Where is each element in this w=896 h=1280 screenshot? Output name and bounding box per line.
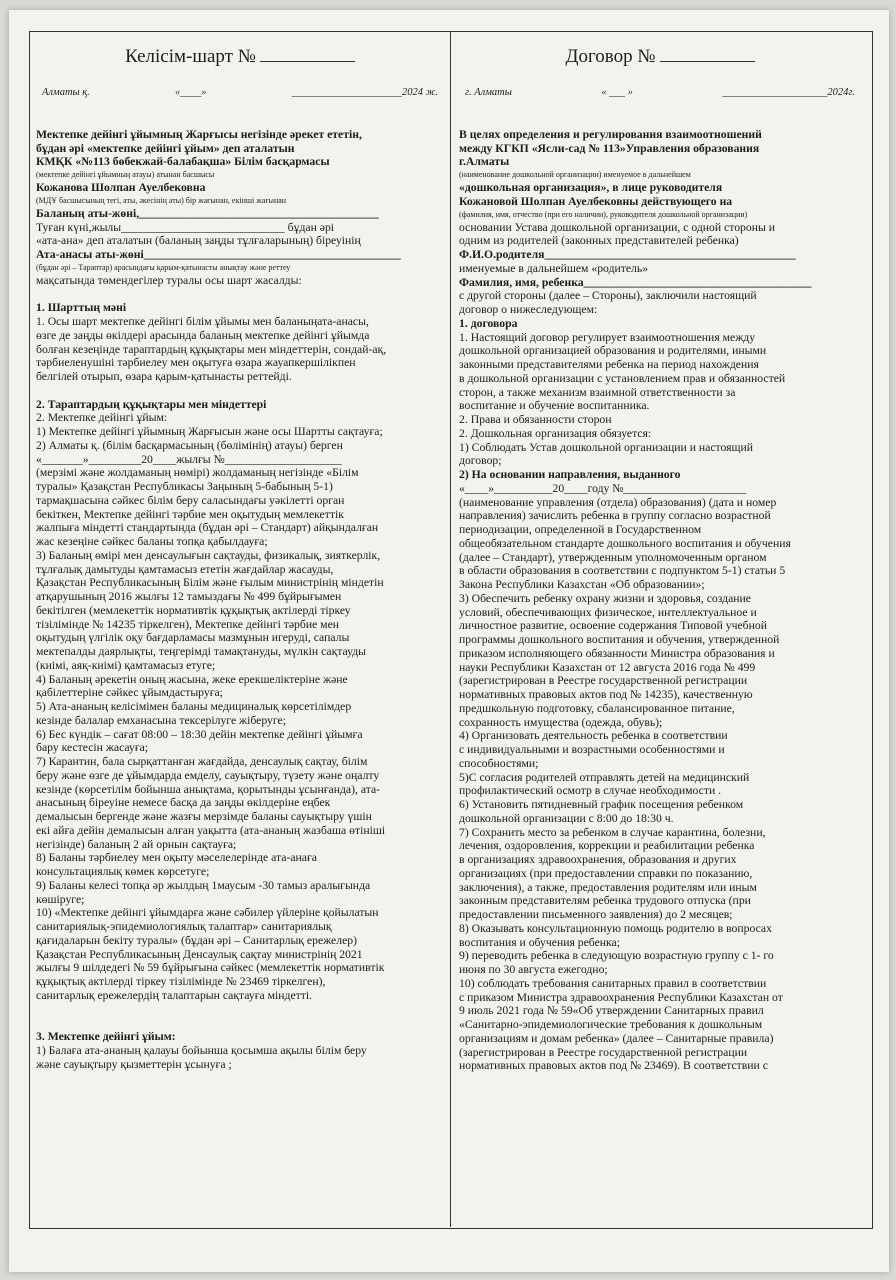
left-text-line: кезінде (көрсетілім бойынша анықтама, қорытынды ұсынғанда), ата- [36,782,381,796]
left-text-line: жас кезеңіне сәйкес баланы топқа қабылдауға; [36,535,268,548]
right-text-line: сторон, а также механизм взаимной ответственности за [459,385,736,399]
right-text-line: «Санитарно-эпидемиологические требования к дошкольным [459,1018,763,1031]
right-text-line: с приказом Министра здравоохранения Республики Казахстан от [459,990,783,1004]
left-text-line: тәрбиеленушіні тәрбиелеу мен оқытуға өзара жауапкершілікпен [36,356,356,370]
left-text-line: беру және өзге де ұйымдарда емделу, сауықтыру, түзету және оңалту [36,768,380,782]
right-text-line: законными представителями ребенка на период нахождения [459,358,759,371]
right-text-line: предоставлении письменного заявления) до 2 месяцев; [459,908,733,921]
right-text-line: 1) Соблюдать Устав дошкольной организации и настоящий [459,440,753,454]
right-text-line: воспитание и обучение воспитанника. [459,399,650,413]
left-text-line: Ата-анасы аты-жөні____________________________________________ [36,248,401,261]
left-text-line: тұлғалық дамытуды қамтамасыз ететін жағдайлар жасауды, [36,562,334,576]
right-text-line: В целях определения и регулирования взаимоотношений [459,127,762,141]
paper-sheet [9,10,889,1272]
right-text-line: в области образования в соответствии с подпунктом 5-1) статьи 5 [459,564,786,578]
right-text-line: (наименование управления (отдела) образования) (дата и номер [459,495,777,509]
left-text-line: бекіткен, Мектепке дейінгі тәрбие мен оқытудың мемлекеттік [36,507,344,521]
left-text-line: демалысын бергенде және жазғы мерзімде баланы сауықтыру үшін [36,810,372,823]
left-text-line: санитарлық ережелердің талаптарын сақтауға міндетті. [36,988,313,1002]
right-text-line: Кожановой Шолпан Ауелбековны действующего на [459,194,733,208]
left-text-line: Қазақстан Республикасының Білім және ғылым министрінің міндетін [36,576,384,590]
right-text-line: 1. договора [459,316,518,330]
russian-city: г. Алматы [465,87,512,98]
right-text-line: нормативных правовых актов под № 23469). В соответствии с [459,1059,768,1073]
kazakh-column [36,46,444,1071]
left-text-line: екі айға дейін демалысын алған уақытта (ата-ананың жазбаша өтініші [36,823,386,837]
right-text-line: 9 июль 2021 года № 59«Об утверждении Санитарных правил [459,1004,764,1018]
kazakh-title-text: Келісім-шарт № [125,46,256,67]
kazakh-city: Алматы қ. [42,87,90,98]
left-text-line: Қазақстан Республикасының Денсаулық сақтау министрінің 2021 [36,947,363,961]
right-text-line: «____»__________20____году №_____________________ [459,481,747,495]
right-text-line: июня по 30 августа ежегодно; [459,963,608,976]
left-text-line: 7) Карантин, бала сырқаттанған жағдайда, денсаулық сақтау, білім [36,755,368,768]
left-text-line: «_______»_________20____жылғы №____________________ [36,452,342,466]
left-text-line: 2. Мектепке дейінгі ұйым: [36,411,168,425]
right-text-line: с другой стороны (далее – Стороны), заключили настоящий [459,289,757,303]
left-text-line: 1) Балаға ата-ананың қалауы бойынша қосымша ақылы білім беру [36,1043,367,1057]
right-text-line: 2) На основании направления, выданного [459,468,681,481]
column-divider [450,31,451,1227]
right-text-line: законным представителям ребенка трудового отпуска (при [459,894,751,908]
right-text-line: условий, обеспечивающих физическое, интеллектуальное и [459,605,757,619]
right-text-line: 1. Настоящий договор регулирует взаимоотношения между [459,330,756,344]
left-text-line: белгілей отырып, өзара қарым-қатынасты реттейді. [36,370,292,383]
left-text-line: 1. Осы шарт мектепке дейінгі білім ұйымы мен баланыңата-анасы, [36,315,369,328]
left-text-line: (киімі, аяқ-киімі) қамтамасыз етуге; [36,658,216,672]
right-text-line: основании Устава дошкольной организации, с одной стороны и [459,220,776,234]
russian-day: « ___ » [601,87,633,98]
left-text-line: 2. Тараптардың құқықтары мен міндеттері [36,397,267,411]
right-text-line: (фамилия, имя, отчество (при его наличии), руководителя дошкольной организации) [459,209,748,219]
right-text-line: общеобязательном стандарте дошкольного воспитания и обучения [459,536,791,550]
right-text-line: способностями; [459,756,539,770]
left-text-line: Баланың аты-жөні,_________________________________________ [36,206,379,220]
right-text-line: профилактический осмотр в случае необходимости . [459,784,722,798]
russian-column [459,46,861,1073]
right-text-line: программы дошкольного воспитания и обучения, утвержденной [459,633,780,646]
left-text-line: 9) Баланы келесі топқа әр жылдың 1маусым -30 тамыз аралығында [36,878,371,892]
left-text-line: Кожанова Шолпан Ауелбековна [36,181,206,194]
left-text-line: мақсатында төмендегілер туралы осы шарт жасалды: [36,273,302,287]
russian-body [459,128,861,1073]
right-text-line: Закона Республики Казахстан «Об образовании»; [459,578,705,591]
right-text-line: договор; [459,454,502,468]
left-text-line: анасының біреуіне немесе басқа да заңды өкілдеріне еңбек [36,796,331,810]
right-text-line: воспитания и обучения ребенка; [459,935,620,949]
left-text-line: 3) Баланың өмірі мен денсаулығын сақтауды, физикалық, зияткерлік, [36,548,381,562]
right-text-line: организациям и домам ребенка» (далее – Санитарные правила) [459,1031,774,1045]
right-text-line: дошкольной организацией образования и родителями, иными [459,344,767,358]
left-text-line [36,1003,444,1017]
left-text-line: қабілеттеріне сәйкес ұйымдастыруға; [36,686,223,700]
right-text-line: сохранность имущества (одежда, обувь); [459,715,663,729]
left-text-line: (мерзімі және жолдаманың нөмірі) жолдаманың негізінде «Білім [36,466,359,480]
right-text-line: (наименование дошкольной организации) именуемое в дальнейшем [459,170,691,179]
left-text-line: өзге де заңды өкілдері арасында баланың мектепке дейінгі ұйымда [36,328,370,342]
left-text-line: «ата-ана» деп аталатын (баланың заңды тұлғаларының) біреуінің [36,234,361,248]
kazakh-year: _____________________2024 ж. [291,87,438,98]
left-text-line: көшіруге; [36,892,85,906]
russian-date-line [459,86,861,100]
kazakh-body [36,128,444,1072]
left-text-line: қағидаларын бекіту туралы» (бұдан әрі – Санитарлық ережелер) [36,933,357,947]
left-text-line: жалпыға міндетті стандартында (бұдан әрі – Стандарт) айқындалған [36,521,379,535]
right-text-line: 7) Сохранить место за ребенком в случае карантина, болезни, [459,825,766,839]
left-text-line: 3. Мектепке дейінгі ұйым: [36,1030,176,1043]
left-text-line: атқарушының 2016 жылғы 12 тамыздағы № 499 бұйрығымен [36,590,342,603]
right-text-line: с индивидуальными и возрастными особенностями и [459,743,725,756]
right-text-line: Фамилия, имя, ребенка_______________________________________ [459,275,812,289]
left-text-line: 4) Баланың әрекетін оның жасына, жеке ерекшеліктеріне және [36,672,348,686]
right-text-line: 4) Организовать деятельность ребенка в соответствии [459,729,728,743]
right-text-line: в организациях здравоохранения, образования и других [459,853,737,866]
left-text-line: КМҚК «№113 бөбекжай-балабақша» Білім басқармасы [36,155,330,169]
left-text-line: 5) Ата-ананың келісімімен баланы медициналық көрсетілімдер [36,700,352,713]
left-text-line: бару кестесін жасауға; [36,741,149,755]
right-text-line: периодизации, определенной в Государственном [459,523,702,536]
left-text-line: (МДҰ басшысының тегі, аты, әкесінің аты) бір жағынан, екінші жағынан [36,195,287,205]
left-text-line: бекітілген (мемлекеттік нормативтік құқықтық актілерді тіркеу [36,603,351,617]
left-text-line: 10) «Мектепке дейінгі ұйымдарға және сәбилер үйлеріне қойылатын [36,906,379,920]
right-text-line: 8) Оказывать консультационную помощь родителю в вопросах [459,921,772,935]
right-text-line: 2. Дошкольная организация обязуется: [459,426,652,440]
left-text-line [36,1016,444,1030]
right-text-line: «дошкольная организация», в лице руководителя [459,181,723,194]
left-text-line: жылғы 9 шілдедегі № 59 бұйрығына сәйкес (мемлекеттік нормативтік [36,961,385,975]
right-text-line: (далее – Стандарт), утвержденным уполномоченным органом [459,550,767,564]
right-text-line: приказом исполняющего обязанности Министра образования и [459,646,775,660]
left-text-line: құқықтық актілерді тіркеу тізілімінде № 23469 тіркелген), [36,975,326,988]
right-text-line: личностное развитие, освоение содержания Типовой учебной [459,619,767,633]
left-text-line: 8) Баланы тәрбиелеу мен оқыту мәселелерінде ата-анаға [36,851,317,865]
right-text-line: предшкольную подготовку, сбалансированное питание, [459,701,735,715]
right-text-line: заключения), а также, предоставления родителям или иным [459,880,757,894]
left-text-line: тізілімінде № 14235 тіркелген), Мектепке дейінгі тәрбие мен [36,617,340,631]
left-text-line: оқытудың үлгілік оқу бағдарламасы мазмұнын игеруді, сапалы [36,631,350,645]
right-text-line: одним из родителей (законных представителей ребенка) [459,234,739,248]
left-text-line: тармақшасына сәйкес білім беру саласындағы уәкілетті орган [36,493,345,507]
right-text-line: 2. Права и обязанности сторон [459,413,612,426]
left-text-line: (бұдан әрі – Тараптар) арасындағы қарым-қатынасты анықтау және реттеу [36,262,291,272]
right-text-line: 9) переводить ребенка в следующую возрастную группу с 1- го [459,949,774,963]
left-text-line: 2) Алматы қ. (білім басқармасының (бөлімінің) атауы) берген [36,438,343,452]
right-text-line: 3) Обеспечить ребенку охрану жизни и здоровья, создание [459,591,751,605]
russian-title [459,46,861,68]
right-text-line: науки Республики Казахстан от 12 августа 2016 года № 499 [459,660,756,674]
right-text-line: 6) Установить пятидневный график посещения ребенком [459,798,744,811]
left-text-line: 1. Шарттың мәні [36,301,127,315]
right-text-line: (зарегистрирован в Реестре государственной регистрации [459,1045,748,1059]
right-text-line: нормативных правовых актов под № 14235), качественную [459,688,753,701]
right-text-line: Ф.И.О.родителя___________________________________________ [459,248,796,261]
right-text-line: именуемые в дальнейшем «родитель» [459,261,649,275]
right-text-line: 5)С согласия родителей отправлять детей на медицинский [459,770,750,784]
right-text-line: лечения, оздоровления, коррекции и реабилитации ребенка [459,839,755,853]
left-text-line: консультациялық көмек көрсетуге; [36,865,210,878]
left-text-line: кезінде балалар емханасына тексерілуге жіберуге; [36,713,286,727]
left-text-line: (мектепке дейінгі ұйымның атауы) атынан басшысы [36,170,215,179]
right-text-line: договор о нижеследующем: [459,303,598,316]
left-text-line: Туған күні,жылы____________________________ бұдан әрі [36,220,335,234]
left-text-line: және сауықтыру қызметтерін ұсынуға ; [36,1057,232,1071]
left-text-line [36,384,444,398]
left-text-line: 1) Мектепке дейінгі ұйымның Жарғысын және осы Шартты сақтауға; [36,425,383,438]
left-text-line: болған кезеңінде тараптардың құқықтары мен міндеттерін, сондай-ақ, [36,342,387,356]
right-text-line: 10) соблюдать требования санитарных правил в соответствии [459,976,767,990]
left-text-line: негізінде) баланың 2 ай орнын сақтауға; [36,837,237,851]
right-text-line: дошкольной организации с 8:00 до 18:30 ч. [459,811,674,825]
left-text-line: санитариялық-эпидемиологиялық талаптар» санитариялық [36,920,332,933]
left-text-line: Мектепке дейінгі ұйымның Жарғысы негізінде әрекет ететін, [36,127,362,141]
left-text-line: бұдан әрі «мектепке дейінгі ұйым» деп аталатын [36,141,295,155]
kazakh-title [36,46,444,68]
left-text-line [36,288,444,302]
right-text-line: организациях (при предоставлении справки по показанию, [459,866,753,880]
kazakh-date-line [36,86,444,100]
right-text-line: (зарегистрирован в Реестре государственной регистрации [459,674,748,688]
left-text-line: мектепалды даярлықты, теңгерімді тамақтануды, мүлкін сақтауды [36,645,367,658]
right-text-line: направления) зачислить ребенка в группу согласно возрастной [459,509,771,523]
russian-title-text: Договор № [565,46,656,67]
kazakh-day: «____» [175,87,207,98]
russian-year: ____________________2024г. [722,87,855,98]
right-text-line: в дошкольной организации с установлением прав и обязанностей [459,371,786,385]
right-text-line: г.Алматы [459,155,510,169]
right-text-line: между КГКП «Ясли-сад № 113»Управления образования [459,141,760,155]
left-text-line: 6) Бес күндік – сағат 08:00 – 18:30 дейін мектепке дейінгі ұйымға [36,727,363,741]
left-text-line: туралы» Қазақстан Республикасы Заңының 5-бабының 5-1) [36,480,333,493]
